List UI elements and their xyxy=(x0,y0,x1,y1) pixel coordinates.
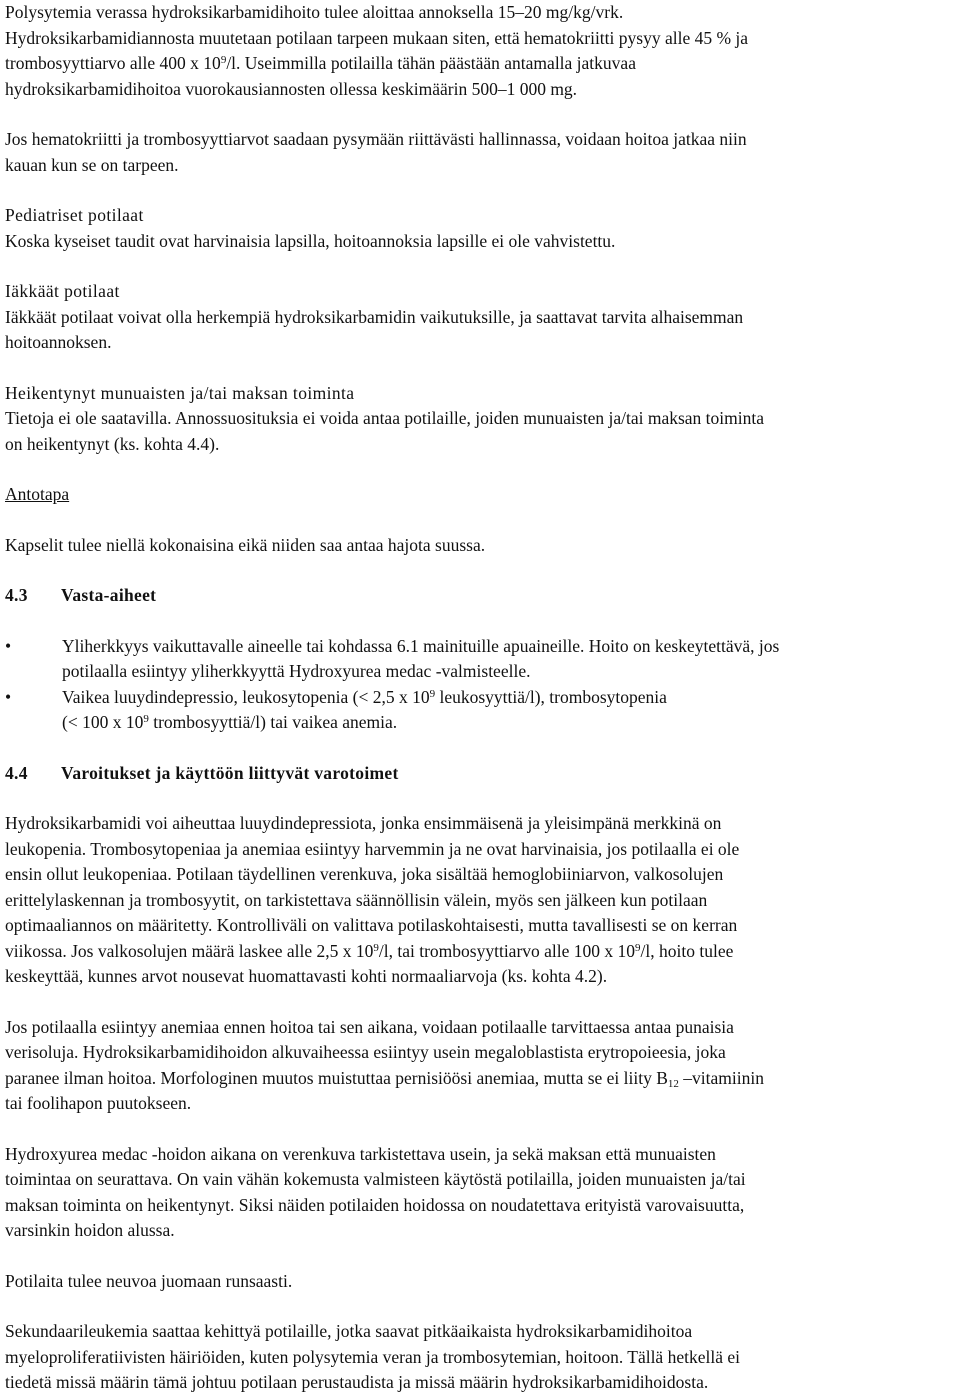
warnings-paragraph-5 xyxy=(5,1319,960,1396)
text-line: Jos hematokriitti ja trombosyyttiarvot saadaan pysymään riittävästi hallinnassa, voidaan hoitoa jatkaa niin xyxy=(5,129,747,149)
text-line: erittelylaskennan ja trombosyytit, on tarkistettava säännöllisin välein, myös sen jälkeen kun potilaan xyxy=(5,889,708,910)
text-line: myeloproliferatiivisten häiriöiden, kuten polysytemia veran ja trombosytemian, hoitoon. Tällä hetkellä ei xyxy=(5,1346,740,1367)
text-line: verisoluja. Hydroksikarbamidihoidon alkuvaiheessa esiintyy usein megaloblastista erytropoieesia, joka xyxy=(5,1042,726,1062)
superscript: 9 xyxy=(635,941,641,954)
text-line: Polysytemia verassa hydroksikarbamidihoito tulee aloittaa annoksella 15–20 mg/kg/vrk. xyxy=(5,2,624,22)
text-line: tai foolihapon puutokseen. xyxy=(5,1093,192,1113)
section-heading-4-3 xyxy=(5,583,960,609)
text-line: Hydroxyurea medac -hoidon aikana on verenkuva tarkistettava usein, ja sekä maksan että munuaisten xyxy=(5,1143,716,1164)
text-line: viikossa. Jos valkosolujen määrä laskee alle 2,5 x 10 xyxy=(5,940,374,961)
section-title: Varoitukset ja käyttöön liittyvät varotoimet xyxy=(61,762,399,783)
administration-text xyxy=(5,533,960,559)
text-line: on heikentynyt (ks. kohta 4.4). xyxy=(5,433,220,454)
warnings-paragraph-4 xyxy=(5,1269,960,1295)
warnings-paragraph-3 xyxy=(5,1142,960,1244)
text-line: trombosyyttiarvo alle 400 x 10 xyxy=(5,53,221,73)
list-item xyxy=(5,685,960,736)
elderly-block xyxy=(5,279,960,356)
text-line: hydroksikarbamidihoitoa vuorokausiannosten ollessa keskimäärin 500–1 000 mg. xyxy=(5,78,578,99)
renal-hepatic-block xyxy=(5,381,960,458)
text-line: /l. Useimmilla potilailla tähän päästään antamalla jatkuvaa xyxy=(226,53,636,73)
text-line: maksan toiminta on heikentynyt. Siksi näiden potilaiden hoidossa on noudatettava erityistä varovaisuutta, xyxy=(5,1194,745,1215)
superscript: 9 xyxy=(429,687,436,700)
text-line: Vaikea luuydindepressio, leukosytopenia (< 2,5 x 10 xyxy=(62,686,430,707)
list-item xyxy=(5,634,960,685)
dosage-continuation-paragraph xyxy=(5,127,960,178)
subheading-pediatric: Pediatriset potilaat xyxy=(5,205,144,225)
text-line: Jos potilaalla esiintyy anemiaa ennen hoitoa tai sen aikana, voidaan potilaalle tarvittaessa antaa punaisia xyxy=(5,1016,734,1037)
superscript: 9 xyxy=(143,713,149,725)
administration-heading xyxy=(5,482,960,508)
section-heading-4-4 xyxy=(5,761,960,787)
text-line: leukopenia. Trombosytopeniaa ja anemiaa esiintyy harvemmin ja ne ovat harvinaisia, jos potilaalla ei ole xyxy=(5,838,740,859)
dosage-polycythemia-paragraph xyxy=(5,0,960,102)
superscript: 9 xyxy=(220,54,227,66)
warnings-paragraph-2 xyxy=(5,1015,960,1117)
section-title: Vasta-aiheet xyxy=(61,585,157,605)
text-line: Hydroksikarbamidi voi aiheuttaa luuydindepressiota, jonka ensimmäisenä ja yleisimpänä merkkinä on xyxy=(5,813,722,833)
text-line: hoitoannoksen. xyxy=(5,332,112,352)
text-line: Tietoja ei ole saatavilla. Annossuosituksia ei voida antaa potilaille, joiden munuaisten ja/tai maksan toiminta xyxy=(5,408,764,428)
text-line: Potilaita tulee neuvoa juomaan runsaasti. xyxy=(5,1270,293,1291)
pediatric-block xyxy=(5,203,960,254)
text-line: (< 100 x 10 xyxy=(62,712,144,732)
bullet-icon: • xyxy=(5,686,12,707)
text-line: kauan kun se on tarpeen. xyxy=(5,154,179,175)
text-line: Koska kyseiset taudit ovat harvinaisia lapsilla, hoitoannoksia lapsille ei ole vahvistettu. xyxy=(5,230,616,251)
text-line: toimintaa on seurattava. On vain vähän kokemusta valmisteen käytöstä potilailla, joiden munuaisten ja/tai xyxy=(5,1169,746,1189)
text-line: leukosyyttiä/l), trombosytopenia xyxy=(435,686,667,707)
superscript: 9 xyxy=(373,941,379,954)
text-line: Kapselit tulee niellä kokonaisina eikä niiden saa antaa hajota suussa. xyxy=(5,534,486,555)
text-line: optimaaliannos on määritetty. Kontrolliväli on valittava potilaskohtaisesti, mutta tavallisesti se on kerran xyxy=(5,915,738,935)
text-line: tiedetä missä määrin tämä johtuu potilaan perustaudista ja missä määrin hydroksikarbamidihoidosta. xyxy=(5,1372,709,1392)
bullet-icon: • xyxy=(5,635,12,656)
text-line: trombosyyttiä/l) tai vaikea anemia. xyxy=(148,712,398,732)
text-line: Iäkkäät potilaat voivat olla herkempiä hydroksikarbamidin vaikutuksille, ja saattavat tarvita alhaisemman xyxy=(5,306,744,327)
contraindications-list xyxy=(5,634,960,736)
section-number: 4.3 xyxy=(5,585,28,605)
text-line: Hydroksikarbamidiannosta muutetaan potilaan tarpeen mukaan siten, että hematokriitti pysyy alle 45 % ja xyxy=(5,27,749,48)
text-line: Yliherkkyys vaikuttavalle aineelle tai kohdassa 6.1 mainituille apuaineille. Hoito on keskeytettävä, jos xyxy=(62,635,780,656)
subheading-elderly: Iäkkäät potilaat xyxy=(5,281,120,301)
subheading-renal-hepatic: Heikentynyt munuaisten ja/tai maksan toiminta xyxy=(5,382,355,403)
section-number: 4.4 xyxy=(5,762,28,783)
warnings-paragraph-1 xyxy=(5,811,960,990)
text-line: /l, tai trombosyyttiarvo alle 100 x 10 xyxy=(378,940,636,961)
text-line: /l, hoito tulee xyxy=(640,940,734,961)
subheading-administration: Antotapa xyxy=(5,484,70,504)
subscript: 12 xyxy=(667,1077,679,1090)
text-line: potilaalla esiintyy yliherkkyyttä Hydroxyurea medac -valmisteelle. xyxy=(62,661,531,681)
text-line: varsinkin hoidon alussa. xyxy=(5,1220,175,1240)
text-line: keskeyttää, kunnes arvot nousevat huomattavasti kohti normaaliarvoja (ks. kohta 4.2). xyxy=(5,966,608,986)
text-line: Sekundaarileukemia saattaa kehittyä potilaille, jotka saavat pitkäaikaista hydroksikarbamidihoitoa xyxy=(5,1321,693,1341)
text-line: ensin ollut leukopeniaa. Potilaan täydellinen verenkuva, joka sisältää hemoglobiiniarvon, valkosolujen xyxy=(5,864,724,884)
text-line: –vitamiinin xyxy=(678,1067,764,1088)
text-line: paranee ilman hoitoa. Morfologinen muutos muistuttaa pernisiöösi anemiaa, mutta se ei liity B xyxy=(5,1067,668,1088)
